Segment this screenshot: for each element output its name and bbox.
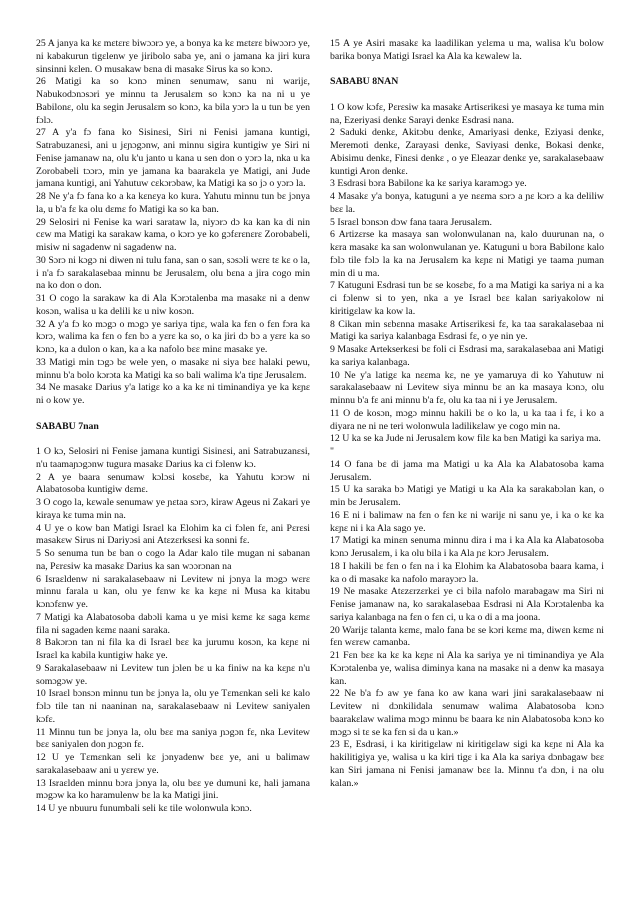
verse-paragraph: 12 U ka se ka Jude ni Jerusalɛm kow filɛ ka bɛn Matigi ka sariya ma. — [330, 433, 601, 445]
verse-paragraph: 28 Ne y'a fɔ fana ko a ka kɛnɛya ko kura. Yahutu minnu tun bɛ jɔnya la, u b'a fɛ ka olu dɛmɛ fo Matigi ka so ka ban. — [36, 191, 310, 215]
verse-paragraph: 12 U ye Tɛmɛnkan seli kɛ jɔnyadenw bɛɛ ye, ani u balimaw sarakalasebaaw ani u yɛrɛw ye. — [36, 752, 310, 776]
verse-paragraph: 18 I hakili bɛ fɛn o fɛn na i ka Elohim ka Alabatosoba baara kama, i ka o di masakɛ ka nafolo marayɔrɔ la. — [330, 560, 604, 585]
verse-paragraph: 9 Sarakalasebaaw ni Levitew tun jɔlen bɛ u ka finiw na ka kɛɲɛ n'u somɔgɔw ye. — [36, 662, 310, 687]
verse-paragraph: 22 Ne b'a fɔ aw ye fana ko aw kana wari jini sarakalasebaaw ni Levitew ni dɔnkilidala senumaw walima Alabatosoba kɔnɔ baarakɛlaw walima mɔgɔ minnu bɛ baara kɛ nin Alabatosoba kɔnɔ ko mɔgɔ si tɛ se ka fɛn si da u kan.» — [330, 688, 604, 738]
verse-paragraph: 5 So senuma tun bɛ ban o cogo la Adar kalo tile mugan ni sabanan na, Pɛrɛsiw ka masakɛ Darius ka san wɔɔrɔnan na — [36, 548, 310, 572]
verse-paragraph: 21 Fɛn bɛɛ ka kɛ ka kɛɲɛ ni Ala ka sariya ye ni timinandiya ye Ala Kɔrɔtalenba ye, walisa diminya kana na masakɛ ni a denw ka masaya kan. — [330, 650, 604, 687]
verse-list — [330, 38, 604, 64]
verse-paragraph: 8 Cikan min sɛbɛnna masakɛ Artisɛrikɛsi fɛ, ka taa sarakalasebaa ni Matigi ka sariya kalanbaga Esdrasi fɛ, o ye nin ye. — [330, 318, 604, 343]
verse-paragraph: 5 Israɛl bɔnsɔn dɔw fana taara Jerusalɛm. — [330, 216, 492, 228]
verse-paragraph: 4 U ye o kow ban Matigi Israɛl ka Elohim ka ci fɔlen fɛ, ani Pɛrɛsi masakɛw Sirus ni Dariyɔsi ani Atɛzɛrksɛsi ka sonni fɛ. — [36, 522, 310, 547]
verse-paragraph: 1 O kɔ, Selosiri ni Fenise jamana kuntigi Sisinɛsi, ani Satrabuzanɛsi, n'u taamaɲɔgɔnw tugura masakɛ Darius ka ci fɔlenw kɔ. — [36, 446, 310, 470]
verse-paragraph: 3 O cogo la, kɛwale senumaw ye ɲɛtaa sɔrɔ, kiraw Ageus ni Zakari ye kiraya kɛ tuma min na. — [36, 497, 311, 521]
verse-paragraph: 6 Israɛldenw ni sarakalasebaaw ni Levitew ni jɔnya la mɔgɔ wɛrɛ minnu farala u kan, olu ye fɛnw kɛ ka kɛɲɛ ni Musa ka kitabu kɔnɔfɛnw ye. — [36, 573, 310, 610]
verse-list — [36, 38, 310, 408]
verse-paragraph: 34 Ne masakɛ Darius y'a latigɛ ko a ka kɛ ni timinandiya ye ka kɛɲɛ ni o kow ye. — [36, 382, 310, 406]
verse-paragraph: 3 Esdrasi bɔra Babilonɛ ka kɛ sariya karamɔgɔ ye. — [330, 178, 527, 190]
verse-paragraph: 7 Katuguni Esdrasi tun bɛ se kosɛbɛ, fo a ma Matigi ka sariya ni a ka ci fɔlenw si to yen, nka a ye Israɛl bɛɛ kalan sariyakolow ni kiritigɛlaw ka kow la. — [330, 280, 604, 317]
right-column — [330, 38, 604, 790]
verse-paragraph: 6 Artizɛrse ka masaya san wolonwulanan na, kalo duurunan na, o kɛra masakɛ ka san wolonwulanan ye. Katuguni u bɔra Babilonɛ kalo fɔlɔ tile fɔlɔ la ka na Jerusalɛm ka kɛɲɛ ni Matigi ye taama ɲuman min di u ma. — [330, 229, 604, 279]
verse-paragraph: 9 Masakɛ Artekserkɛsi bɛ foli ci Esdrasi ma, sarakalasebaa ani Matigi ka sariya kalanbaga. — [330, 344, 604, 368]
verse-paragraph: 30 Sɔrɔ ni kɔgɔ ni diwen ni tulu fana, san o san, sɔsɔli wɛrɛ tɛ kɛ o la, i n'a fɔ sarakalasebaa minnu bɛ Jerusalɛm, olu bɛna a jira cogo min na ko don o don. — [36, 254, 310, 292]
verse-paragraph: 23 E, Esdrasi, i ka kiritigɛlaw ni kiritigɛlaw sigi ka kɛɲɛ ni Ala ka hakilitigiya ye, walisa u ka kiri tigɛ i ka Ala ka sariya dɔnbagaw bɛɛ kan Siri jamana ni Fenisi jamanaw bɛɛ la. Minnu t'a dɔn, i na olu kalan.» — [330, 739, 604, 789]
verse-paragraph: 20 Warijɛ talanta kɛmɛ, malo fana bɛ se kɔri kɛmɛ ma, diwɛn kɛmɛ ni fɛn wɛrɛw camanba. — [330, 624, 604, 649]
verse-paragraph: 11 O de kosɔn, mɔgɔ minnu hakili bɛ o ko la, u ka taa i fɛ, i ko a diyara ne ni ne teri wolonwula ladilikɛlaw ye cogo min na. — [330, 407, 604, 432]
verse-paragraph: 14 U ye nbuuru funumbali seli kɛ tile wolonwula kɔnɔ. — [36, 803, 252, 814]
verse-paragraph: 17 Matigi ka minɛn senuma minnu dira i ma i ka Ala ka Alabatosoba kɔnɔ Jerusalɛm, i ka olu bila i ka Ala ɲɛ kɔrɔ Jerusalɛm. — [330, 535, 604, 559]
verse-paragraph: 2 Saduki denkɛ, Akitɔbu denkɛ, Amariyasi denkɛ, Eziyasi denkɛ, Meremoti denkɛ, Zarayasi denkɛ, Saviyasi denkɛ, Bokasi denkɛ, Abisimu denkɛ, Finɛsi denkɛ , o ye Eleazar denkɛ ye, sarakalasebaaw kuntigi Aron denkɛ. — [330, 127, 604, 177]
verse-paragraph: 13 Israɛlden minnu bɔra jɔnya la, olu bɛɛ ye dumuni kɛ, hali jamana mɔgɔw ka ko haramulenw bɛ la ka Matigi jini. — [36, 777, 310, 802]
verse-paragraph: 32 A y'a fɔ ko mɔgɔ o mɔgɔ ye sariya tiɲɛ, wala ka fɛn o fɛn fɔra ka kɔrɔ, walima ka fɛn o fɛn bɔ a yɛrɛ ka so, o ka jiri dɔ bɔ a yɛrɛ ka so kɔnɔ, ka a dulon o kan, ka a ka nafolo bɛɛ minɛ masakɛ ye. — [36, 318, 310, 355]
left-column — [36, 38, 310, 816]
verse-paragraph: 8 Bakɔrɔn tan ni fila ka di Israɛl bɛɛ ka jurumu kosɔn, ka kɛɲɛ ni Israɛl ka kabila kuntigiw hakɛ ye. — [36, 637, 310, 661]
verse-paragraph: 14 O fana bɛ di jama ma Matigi u ka Ala ka Alabatosoba kama Jerusalɛm. — [330, 458, 604, 483]
verse-paragraph: 2 A ye baara senumaw kɔlɔsi kosɛbɛ, ka Yahutu kɔrɔw ni Alabatosoba kuntigiw dɛmɛ. — [36, 471, 310, 496]
chapter-heading: SABABU 7nan — [36, 420, 99, 432]
verse-paragraph: 4 Masakɛ y'a bonya, katuguni a ye nɛɛma sɔrɔ a ɲɛ kɔrɔ a ka deliliw bɛɛ la. — [330, 191, 604, 215]
verse-paragraph: 27 A y'a fɔ fana ko Sisinɛsi, Siri ni Fenisi jamana kuntigi, Satrabuzanɛsi, ani u jɛɲɔgɔnw, ani minnu sigira kuntigiw ye Siri ni Fenise jamanaw na, olu k'u janto u kana u sen don o yɔrɔ la, nka u ka Zorobabeli tɔɔrɔ, min ye jamana ka baarakɛla ye Matigi, ani Jude jamana kuntigi, ani Yahutuw cɛkɔrɔbaw, ka Matigi ka so jɔ o yɔrɔ la. — [36, 127, 310, 190]
verse-paragraph: 11 Minnu tun bɛ jɔnya la, olu bɛɛ ma saniya ɲɔgɔn fɛ, nka Levitew bɛɛ saniyalen don ɲɔgɔn fɛ. — [36, 726, 310, 751]
verse-paragraph: 10 Ne y'a latigɛ ka nɛɛma kɛ, ne ye yamaruya di ko Yahutuw ni sarakalasebaaw ni Levitew siya minnu bɛ an ka masaya kɔnɔ, olu minnu b'a fɛ ani minnu b'a fɛ, olu ka taa ni i ye Jerusalɛm. — [330, 369, 604, 406]
verse-paragraph: 7 Matigi ka Alabatosoba dabɔli kama u ye misi kɛmɛ kɛ saga kɛmɛ fila ni sagaden kɛmɛ naani saraka. — [36, 611, 310, 636]
verse-list — [330, 102, 604, 791]
verse-paragraph: 19 Ne masakɛ Atɛzɛrzɛrkɛi ye ci bila nafolo marabagaw ma Siri ni Fenise jamanaw na, ko sarakalasebaa Esdrasi ni Ala Kɔrɔtalenba ka sariya kalanbaga na fɛn o fɛn ci, u ka o di a ma joona. — [330, 586, 604, 623]
verse-paragraph: 15 U ka saraka bɔ Matigi ye Matigi u ka Ala ka sarakabɔlan kan, o min bɛ Jerusalɛm. — [330, 484, 604, 508]
verse-paragraph: 31 O cogo la sarakaw ka di Ala Kɔrɔtalenba ma masakɛ ni a denw kosɔn, walisa u ka delili kɛ u niw kosɔn. — [36, 293, 310, 317]
verse-paragraph: " — [330, 446, 334, 457]
verse-paragraph: 1 O kow kɔfɛ, Pɛrɛsiw ka masakɛ Artisɛrikɛsi ye masaya kɛ tuma min na, Ezeriyasi denkɛ Sarayi denkɛ Esdrasi nana. — [330, 101, 604, 126]
chapter-heading: SABABU 8NAN — [330, 76, 399, 88]
verse-paragraph: 26 Matigi ka so kɔnɔ minɛn senumaw, sanu ni warijɛ, Nabukodɔnɔsɔri ye minnu ta Jerusalɛm so kɔnɔ ka na ni u ye Babilonɛ, olu ka segin Jerusalɛm so kɔnɔ, ka bila yɔrɔ la u tun bɛ yen fɔlɔ. — [36, 76, 310, 126]
verse-paragraph: 16 E ni i balimaw na fɛn o fɛn kɛ ni warijɛ ni sanu ye, i ka o kɛ ka kɛɲɛ ni i ka Ala sago ye. — [330, 509, 604, 534]
verse-list — [36, 446, 310, 816]
verse-paragraph: 25 A janya ka kɛ mɛtɛrɛ biwɔɔrɔ ye, a bonya ka kɛ mɛtɛrɛ biwɔɔrɔ ye, ni kabakurun tigɛlenw ye jiribolo saba ye, ani o jamana ka jiri kura sinsinni kɛlen. O musakaw bɛna di masakɛ Sirus ka so kɔnɔ. — [36, 38, 310, 75]
verse-paragraph: 33 Matigi min tɔgɔ bɛ wele yen, o masakɛ ni siya bɛɛ halaki pewu, minnu b'a bolo kɔrɔta ka Matigi ka so bali walima k'a tiɲɛ Jerusalɛm. — [36, 356, 310, 381]
verse-paragraph: 10 Israɛl bɔnsɔn minnu tun bɛ jɔnya la, olu ye Tɛmɛnkan seli kɛ kalo fɔlɔ tile tan ni naaninan na, sarakalasebaaw ni Levitew saniyalen kɔfɛ. — [36, 688, 310, 725]
verse-paragraph: 29 Selosiri ni Fenise ka wari sarataw la, niyɔrɔ dɔ ka kan ka di nin cɛw ma Matigi ka sarakaw kama, o kɔrɔ ye ko gɔfɛrɛnɛrɛ Zorobabeli, misiw ni sagadenw ni sagadenw na. — [36, 216, 310, 253]
verse-paragraph: 15 A ye Asiri masakɛ ka laadilikan yɛlɛma u ma, walisa k'u bolow barika bonya Matigi Israɛl ka Ala ka kɛwalew la. — [330, 38, 604, 62]
